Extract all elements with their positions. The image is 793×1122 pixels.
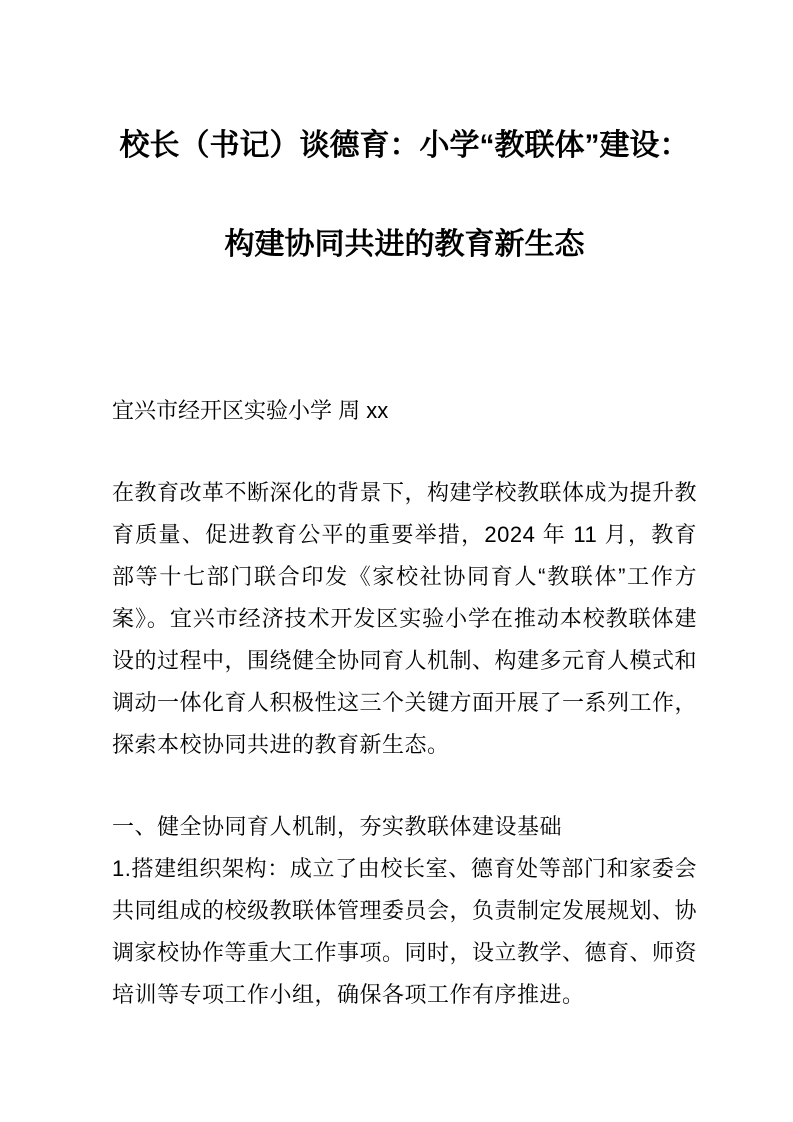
byline: 宜兴市经开区实验小学 周 xx xyxy=(112,398,389,423)
title-line-1: 校长（书记）谈德育：小学“教联体”建设： xyxy=(119,129,690,162)
title-line-2: 构建协同共进的教育新生态 xyxy=(224,228,585,261)
paragraph-intro: 在教育改革不断深化的背景下，构建学校教联体成为提升教育质量、促进教育公平的重要举措，2024 年 11 月，教育部等十七部门联合印发《家校社协同育人“教联体”工作方案》。宜兴市经济技术开发区实验小学在推动本校教联体建设的过程中，围绕健全协同育人机制、构建多元育人模式和调动一体化育人积极性这三个关键方面开展了一系列工作，探索本校协同共进的教育新生态。 xyxy=(112,480,698,757)
paragraph-section-1-body: 1.搭建组织架构：成立了由校长室、德育处等部门和家委会共同组成的校级教联体管理委员会，负责制定发展规划、协调家校协作等重大工作事项。同时，设立教学、德育、师资培训等专项工作小组，确保各项工作有序推进。 xyxy=(112,856,698,1007)
section-heading-1: 一、健全协同育人机制，夯实教联体建设基础 xyxy=(112,814,563,839)
document-title xyxy=(112,96,697,294)
